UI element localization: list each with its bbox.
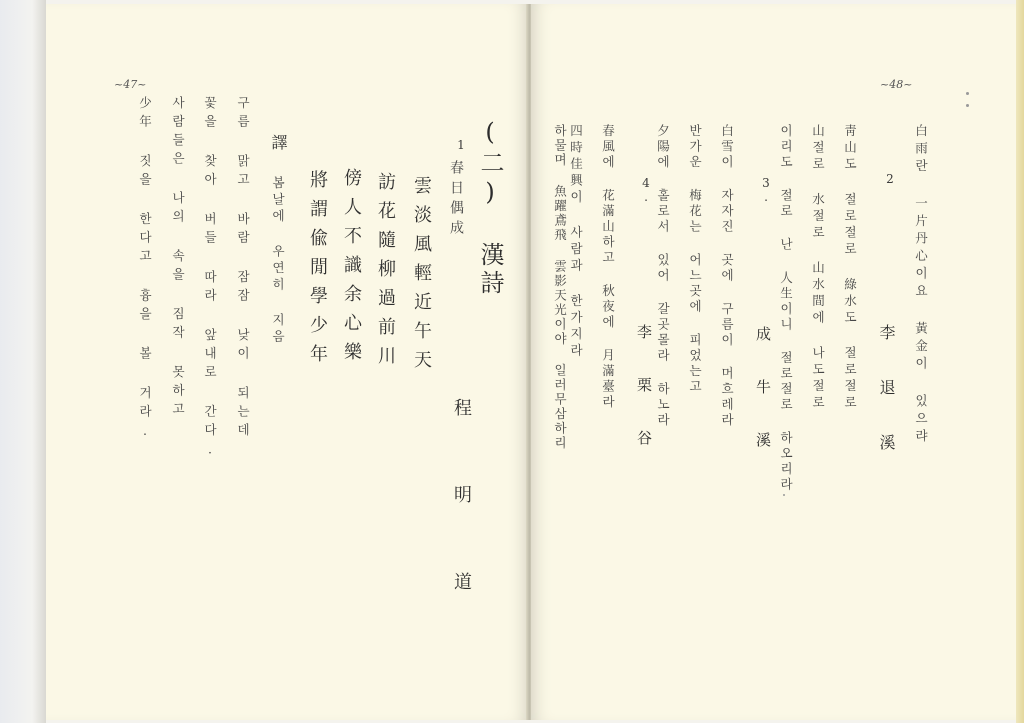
page-mark	[966, 104, 969, 107]
translation-line-2: 꽃을 찾아 버들 따라 앞내로 간다.	[202, 96, 218, 463]
poem4-line-1: 春風에 花滿山하고 秋夜에 月滿臺라	[600, 124, 616, 411]
poem2-number: 3.	[759, 176, 773, 204]
poem2-line-2: 山절로 水절로 山水間에 나도절로	[810, 124, 826, 412]
poem-line-1: 雲淡風輕近午天	[411, 176, 432, 379]
poem-author: 程 明 道	[451, 398, 472, 614]
poem3-line-2: 반가운 梅花는 어느곳에 피었는고	[687, 124, 703, 395]
poem3-line-1: 白雪이 자자진 곳에 구름이 머흐레라	[719, 124, 735, 429]
translation-credit: 봄날에 우연히 지음	[270, 176, 286, 346]
translation-line-3: 사람들은 나의 속을 짐작 못하고	[170, 96, 186, 421]
poem2-line-3: 이리도 절로 난 人生이니 절로절로 하오리라	[778, 124, 794, 493]
poem1-line: 白雨란 一片丹心이요 黃金이 있으랴	[913, 124, 929, 447]
section-title: (二) 漢詩	[476, 118, 504, 298]
poem2-author: 成 牛 溪	[754, 326, 772, 457]
page-mark	[966, 92, 969, 95]
poem2-line-1: 靑山도 절로절로 綠水도 절로절로	[842, 124, 858, 412]
poem-line-2: 訪花隨柳過前川	[375, 172, 396, 375]
poem-title: 春日偶成	[448, 160, 464, 240]
page-speck	[783, 494, 785, 496]
page-edge	[1016, 0, 1024, 723]
translation-line-1: 구름 맑고 바람 잠잠 낮이 되는데	[235, 96, 251, 442]
left-page-number: ~47~	[114, 78, 147, 91]
scanner-edge	[0, 0, 46, 723]
poem3-line-3: 夕陽에 홀로서 있어 갈곳몰라 하노라	[655, 124, 671, 429]
translation-line-4: 少年 짓을 한다고 흉을 볼 거라.	[137, 96, 153, 444]
poem-line-3: 傍人不識余心樂	[341, 168, 362, 371]
poem-number: 1.	[454, 138, 468, 166]
poem1-number: 2	[883, 172, 897, 186]
poem-line-4: 將謂偸閒學少年	[307, 170, 328, 373]
right-page-number: ~48~	[880, 78, 913, 91]
poem4-line-3: 하물며 魚躍鳶飛 雲影天光이야 일러무삼하리	[552, 124, 568, 451]
poem1-author: 李 退 溪	[877, 324, 896, 460]
poem4-line-2: 四時佳興이 사람과 한가지라	[568, 124, 584, 360]
poem3-author: 李 栗 谷	[635, 324, 653, 455]
translation-label: 譯	[269, 134, 288, 161]
poem3-number: 4.	[639, 176, 653, 204]
